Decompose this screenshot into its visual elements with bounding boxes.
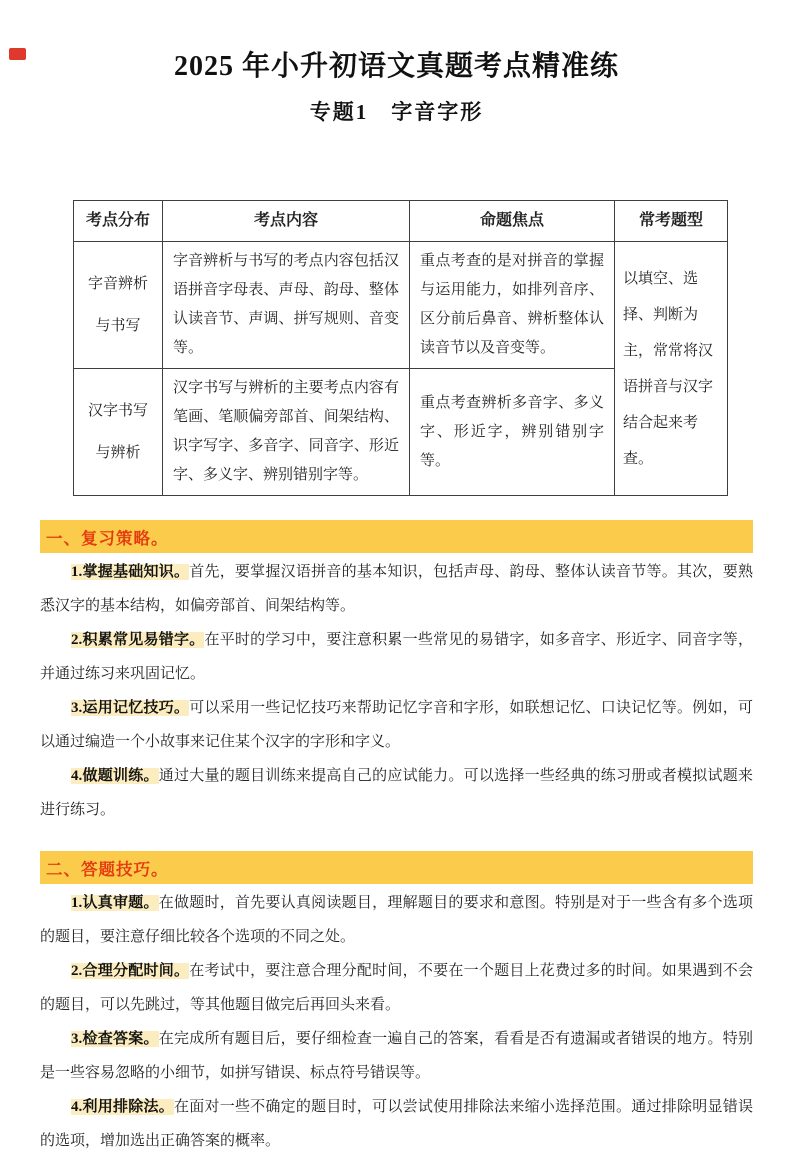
cell-content-pronunciation: 字音辨析与书写的考点内容包括汉语拼音字母表、声母、韵母、整体认读音节、声调、拼写规则、音变等。 bbox=[163, 242, 410, 369]
cell-category-pronunciation: 字音辨析与书写 bbox=[74, 242, 163, 369]
point-lead: 4.利用排除法。 bbox=[71, 1099, 174, 1115]
review-point-1 bbox=[40, 555, 753, 623]
red-badge-icon bbox=[9, 48, 26, 60]
point-text: 可以采用一些记忆技巧来帮助记忆字音和字形，如联想记忆、口诀记忆等。例如，可以通过编造一个小故事来记住某个汉字的字形和字义。 bbox=[40, 700, 753, 750]
skill-point-4 bbox=[40, 1090, 753, 1158]
exam-points-table bbox=[73, 200, 728, 496]
review-point-3 bbox=[40, 691, 753, 759]
point-text: 在做题时，首先要认真阅读题目，理解题目的要求和意图。特别是对于一些含有多个选项的题目，要注意仔细比较各个选项的不同之处。 bbox=[40, 895, 753, 945]
section-heading-review-strategy bbox=[40, 520, 753, 553]
table-header-distribution: 考点分布 bbox=[74, 201, 163, 242]
review-point-2 bbox=[40, 623, 753, 691]
point-lead: 2.合理分配时间。 bbox=[71, 963, 190, 979]
cell-focus-writing: 重点考查辨析多音字、多义字、形近字，辨别错别字等。 bbox=[410, 369, 615, 496]
point-text: 在考试中，要注意合理分配时间，不要在一个题目上花费过多的时间。如果遇到不会的题目，可以先跳过，等其他题目做完后再回头来看。 bbox=[40, 963, 753, 1013]
point-lead: 3.运用记忆技巧。 bbox=[71, 700, 190, 716]
skill-point-3 bbox=[40, 1022, 753, 1090]
section-heading-label: 一、复习策略。 bbox=[46, 529, 169, 548]
cell-focus-pronunciation: 重点考查的是对拼音的掌握与运用能力，如排列音序、区分前后鼻音、辨析整体认读音节以及音变等。 bbox=[410, 242, 615, 369]
page-subtitle: 专题1 字音字形 bbox=[309, 100, 484, 124]
point-lead: 2.积累常见易错字。 bbox=[71, 632, 205, 648]
table-header-row bbox=[74, 201, 728, 242]
page-title: 2025 年小升初语文真题考点精准练 bbox=[173, 51, 619, 82]
section-heading-answer-skills bbox=[40, 851, 753, 884]
point-text: 在完成所有题目后，要仔细检查一遍自己的答案，看看是否有遗漏或者错误的地方。特别是一些容易忽略的小细节，如拼写错误、标点符号错误等。 bbox=[40, 1031, 753, 1081]
point-text: 在面对一些不确定的题目时，可以尝试使用排除法来缩小选择范围。通过排除明显错误的选项，增加选出正确答案的概率。 bbox=[40, 1099, 753, 1149]
point-lead: 1.认真审题。 bbox=[71, 895, 159, 911]
skill-point-2 bbox=[40, 954, 753, 1022]
cell-question-types: 以填空、选择、判断为主，常常将汉语拼音与汉字结合起来考查。 bbox=[615, 242, 728, 496]
point-text: 首先，要掌握汉语拼音的基本知识，包括声母、韵母、整体认读音节等。其次，要熟悉汉字的基本结构，如偏旁部首、间架结构等。 bbox=[40, 564, 753, 614]
document-page bbox=[0, 44, 793, 1158]
point-lead: 4.做题训练。 bbox=[71, 768, 159, 784]
table-header-focus: 命题焦点 bbox=[410, 201, 615, 242]
skill-point-1 bbox=[40, 886, 753, 954]
point-lead: 1.掌握基础知识。 bbox=[71, 564, 190, 580]
point-lead: 3.检查答案。 bbox=[71, 1031, 159, 1047]
section-heading-label: 二、答题技巧。 bbox=[46, 860, 169, 879]
point-text: 在平时的学习中，要注意积累一些常见的易错字，如多音字、形近字、同音字等，并通过练习来巩固记忆。 bbox=[40, 632, 753, 682]
point-text: 通过大量的题目训练来提高自己的应试能力。可以选择一些经典的练习册或者模拟试题来进行练习。 bbox=[40, 768, 753, 818]
review-point-4 bbox=[40, 759, 753, 827]
table-header-content: 考点内容 bbox=[163, 201, 410, 242]
cell-category-writing: 汉字书写与辨析 bbox=[74, 369, 163, 496]
table-row bbox=[74, 242, 728, 369]
table-header-question-types: 常考题型 bbox=[615, 201, 728, 242]
cell-content-writing: 汉字书写与辨析的主要考点内容有笔画、笔顺偏旁部首、间架结构、识字写字、多音字、同音字、形近字、多义字、辨别错别字等。 bbox=[163, 369, 410, 496]
